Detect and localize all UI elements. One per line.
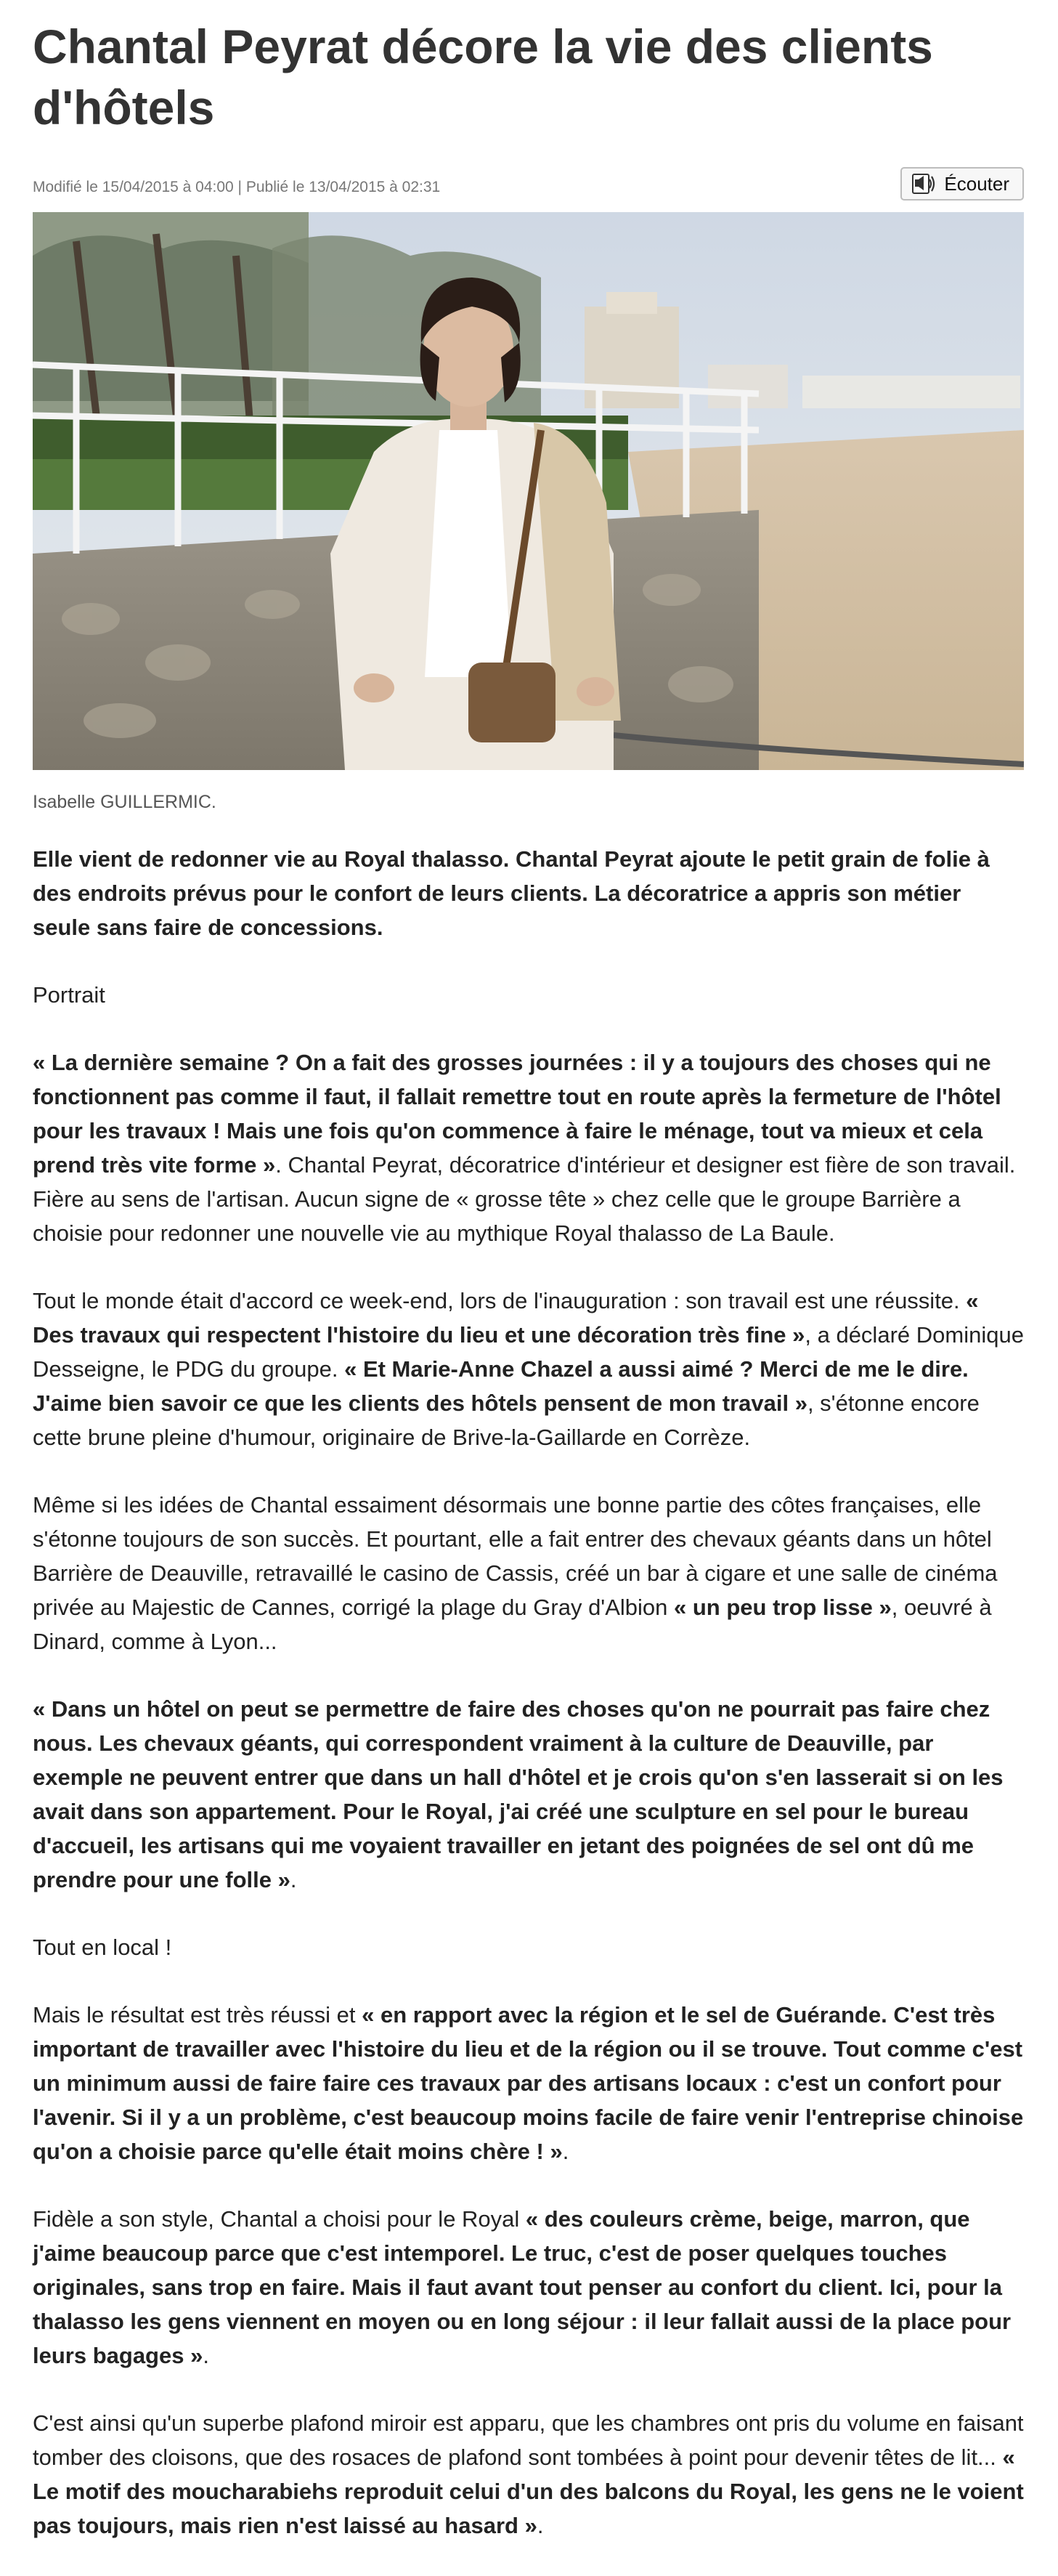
article [33,0,1024,2576]
text-run: , oeuvré à Dinard, comme à Lyon... [33,1595,992,1654]
bold-run: « des couleurs crème, beige, marron, que j'aime beaucoup parce que c'est intemporel. Le truc, c'est de poser quelques touches originales, sans trop en faire. Mais il faut avant tout penser au confort du client. Ici, pour la thalasso les gens viennent en moyen ou en long séjour : il leur fallait aussi de la place pour leurs bagages » [33,2206,1012,2368]
text-run: Fidèle a son style, Chantal a choisi pour le Royal [33,2206,526,2232]
bold-run: Elle vient de redonner vie au Royal thalasso. Chantal Peyrat ajoute le petit grain de folie à des endroits prévus pour le confort de leurs clients. La décoratrice a appris son métier seule sans faire de concessions. [33,846,990,940]
article-paragraph [33,1488,1024,1658]
bold-run: « La dernière semaine ? On a fait des grosses journées : il y a toujours des choses qui ne fonctionnent pas comme il faut, il fallait remettre tout en route après la fermeture de l'hôtel pour les travaux ! Mais une fois qu'on commence à faire le ménage, tout va mieux et cela prend très vite forme » [33,1050,1001,1178]
bold-run: « Dans un hôtel on peut se permettre de faire des choses qu'on ne pourrait pas faire chez nous. Les chevaux géants, qui correspondent vraiment à la culture de Deauville, par exemple ne peuvent entrer que dans un hall d'hôtel et je crois qu'on s'en lasserait si on les avait dans son appartement. Pour le Royal, j'ai créé une sculpture en sel pour le bureau d'accueil, les artisans qui me voyaient travailler en jetant des poignées de sel ont dû me prendre pour une folle » [33,1696,1004,1892]
article-body [33,842,1024,2543]
text-run: . [562,2139,569,2164]
publication-dates: Modifié le 15/04/2015 à 04:00 | Publié le 13/04/2015 à 02:31 [33,179,441,195]
article-title: Chantal Peyrat décore la vie des clients d'hôtels [33,20,933,134]
text-run: Portrait [33,982,105,1008]
text-run: Tout le monde était d'accord ce week-end, lors de l'inauguration : son travail est une réussite. [33,1288,967,1313]
listen-label: Écouter [944,172,1009,195]
article-photo [33,212,1024,770]
text-run: . [203,2343,209,2368]
bold-run: « un peu trop lisse » [674,1595,892,1620]
article-paragraph [33,1930,1024,1964]
article-paragraph [33,1045,1024,1250]
text-run: , a déclaré Dominique Desseigne, le PDG du groupe. [33,1322,1024,1382]
article-paragraph [33,1284,1024,1454]
photo-illustration [33,212,1024,770]
text-run: Tout en local ! [33,1935,172,1960]
listen-button[interactable] [900,167,1024,201]
bold-run: « Le motif des moucharabiehs reproduit celui d'un des balcons du Royal, les gens ne le voient pas toujours, mais rien n'est laissé au hasard » [33,2445,1024,2538]
text-run: . [290,1867,297,1892]
article-paragraph [33,978,1024,1012]
bold-run: « Et Marie-Anne Chazel a aussi aimé ? Merci de me le dire. J'aime bien savoir ce que les clients des hôtels pensent de mon travail » [33,1356,969,1416]
text-run: . [537,2513,544,2538]
article-paragraph [33,842,1024,944]
text-run: , s'étonne encore cette brune pleine d'humour, originaire de Brive-la-Gaillarde en Corrèze. [33,1390,980,1450]
text-run: Mais le résultat est très réussi et [33,2002,362,2028]
article-meta-row [33,166,1024,206]
article-paragraph [33,2202,1024,2373]
photo-caption: Isabelle GUILLERMIC. [33,792,216,812]
speaker-icon [912,172,937,195]
text-run: Même si les idées de Chantal essaiment désormais une bonne partie des côtes françaises, elle s'étonne toujours de son succès. Et pourtant, elle a fait entrer des chevaux géants dans un hôtel Barrière de Deauville, retravaillé le casino de Cassis, créé un bar à cigare et une salle de cinéma privée au Majestic de Cannes, corrigé la plage du Gray d'Albion [33,1492,998,1620]
article-paragraph [33,1998,1024,2168]
text-run: C'est ainsi qu'un superbe plafond miroir est apparu, que les chambres ont pris du volume en faisant tomber des cloisons, que des rosaces de plafond sont tombées à point pour devenir têtes de lit... [33,2410,1024,2470]
bold-run: « en rapport avec la région et le sel de Guérande. C'est très important de travailler avec l'histoire du lieu et de la région ou il se trouve. Tout comme c'est un minimum aussi de faire faire ces travaux par des artisans locaux : c'est un confort pour l'avenir. Si il y a un problème, c'est beaucoup moins facile de faire venir l'entreprise chinoise qu'on a choisie parce qu'elle était moins chère ! » [33,2002,1024,2164]
bold-run: « Des travaux qui respectent l'histoire du lieu et une décoration très fine » [33,1288,979,1348]
article-paragraph [33,2406,1024,2543]
article-paragraph [33,1692,1024,1897]
text-run: . Chantal Peyrat, décoratrice d'intérieur et designer est fière de son travail. Fière au sens de l'artisan. Aucun signe de « grosse tête » chez celle que le groupe Barrière a choisie pour redonner une nouvelle vie au mythique Royal thalasso de La Baule. [33,1152,1016,1246]
